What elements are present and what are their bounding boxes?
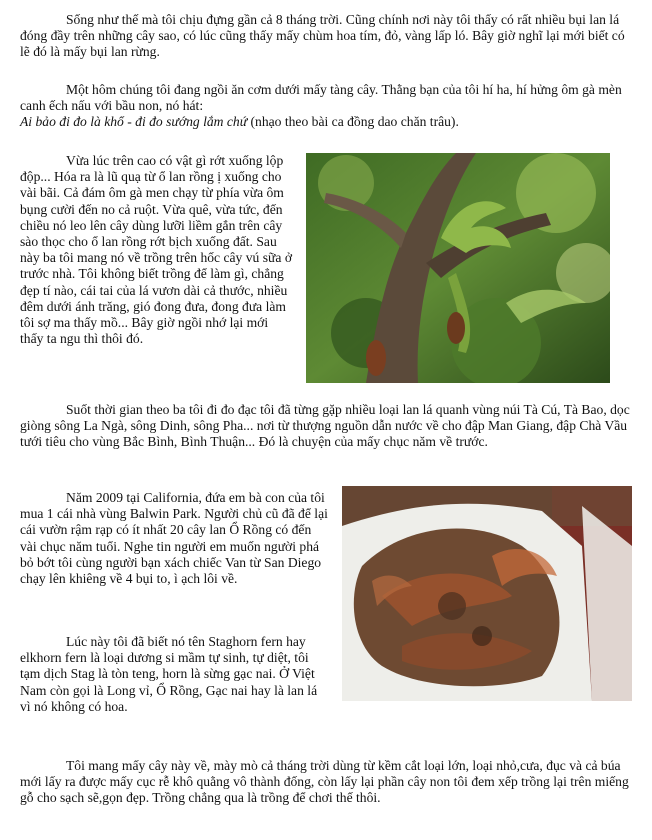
paragraph-1: Sống như thế mà tôi chịu đựng gần cả 8 tháng trời. Cũng chính nơi này tôi thấy có rất nhiều bụi lan lá đóng đầy trên những cây sao, có lúc cũng thấy mấy chùm hoa tím, đỏ, vàng lấp ló. Bây giờ nghĩ lại mới biết có lẽ đó là mấy bụi lan rừng. bbox=[20, 12, 625, 60]
paragraph-5: Năm 2009 tại California, đứa em bà con của tôi mua 1 cái nhà vùng Balwin Park. Người chủ cũ đã để lại cái vườn rậm rạp có ít nhất 20 cây lan Ổ Rồng có đến vài chục năm tuổi. Nghe tin người em muốn người phá bỏ bớt tôi cùng người bạn xách chiếc Van từ San Diego chạy lên khiêng về 4 bụi to, ì ạch lôi về. bbox=[20, 490, 328, 587]
paragraph-2-text: Một hôm chúng tôi đang ngồi ăn cơm dưới mấy tàng cây. Thằng bạn của tôi hí ha, hí hửng ôm gà mèn canh ếch nấu với bầu non, nó hát: bbox=[20, 82, 622, 114]
paragraph-4: Suốt thời gian theo ba tôi đi đo đạc tôi đã từng gặp nhiều loại lan lá quanh vùng núi Tà Cú, Tà Bao, dọc giòng sông La Ngà, sông Dinh, sông Pha... nơi từ thượng nguồn dẫn nước về cho đập Man Giang, đập Chà Vầu tưới tiêu cho vùng Bắc Bình, Bình Thuận... Đó là chuyện của mấy chục năm về trước. bbox=[20, 402, 630, 450]
paragraph-3: Vừa lúc trên cao có vật gì rớt xuống lộp độp... Hóa ra là lũ quạ từ ổ lan rồng ị xuống cho vài bãi. Cả đám ôm gà men chạy từ phía vừa ôm bụng cười đến no cả ruột. Vừa quê, vừa tức, đến chiều nó leo lên cây dùng lưỡi liềm gắn trên cây sào thọc cho ổ lan rồng rớt bịch xuống đất. Sau này ba tôi mang nó về trồng trên hốc cây vú sữa ở trước nhà. Tôi không biết trồng để làm gì, chẳng đẹp tí nào, cái tai của lá vươn dài cả thước, nhiều đêm dưới ánh trăng, gió đong đưa, đong đưa làm tôi sợ ma thấy mồ... Bây giờ ngồi nhớ lại mới thấy ta ngu thì thôi đó. bbox=[20, 153, 293, 347]
paragraph-6: Lúc này tôi đã biết nó tên Staghorn fern hay elkhorn fern là loại dương si mầm tự sinh, tự diệt, tôi tạm dịch Stag là tòn teng, horn là sừng gạc nai. Ở Việt Nam còn gọi là Long vỉ, Ổ Rồng, Gạc nai hay là lan lá vì nó không có hoa. bbox=[20, 634, 318, 714]
paragraph-7: Tôi mang mấy cây này về, mày mò cả tháng trời dùng từ kềm cắt loại lớn, loại nhỏ,cưa, đục và cả búa mới lấy ra được mấy cục rễ khô quằng vô thành đống, còn lấy lại phần cây non tôi đem xếp trồng lại trên miếng gỗ cho sạch sẽ,gọn đẹp. Trồng chẳng qua là trồng để chơi thế thôi. bbox=[20, 758, 629, 806]
song-lyric: Ai bảo đi đo là khổ - đi đo sướng lắm chứ bbox=[20, 114, 248, 130]
staghorn-fern-roots-image bbox=[342, 486, 632, 701]
song-note: (nhạo theo bài ca đồng dao chăn trâu). bbox=[247, 114, 459, 130]
paragraph-2 bbox=[20, 82, 630, 131]
staghorn-fern-tree-photo bbox=[306, 153, 610, 383]
staghorn-fern-roots-photo bbox=[342, 486, 632, 701]
staghorn-fern-tree-image bbox=[306, 153, 610, 383]
